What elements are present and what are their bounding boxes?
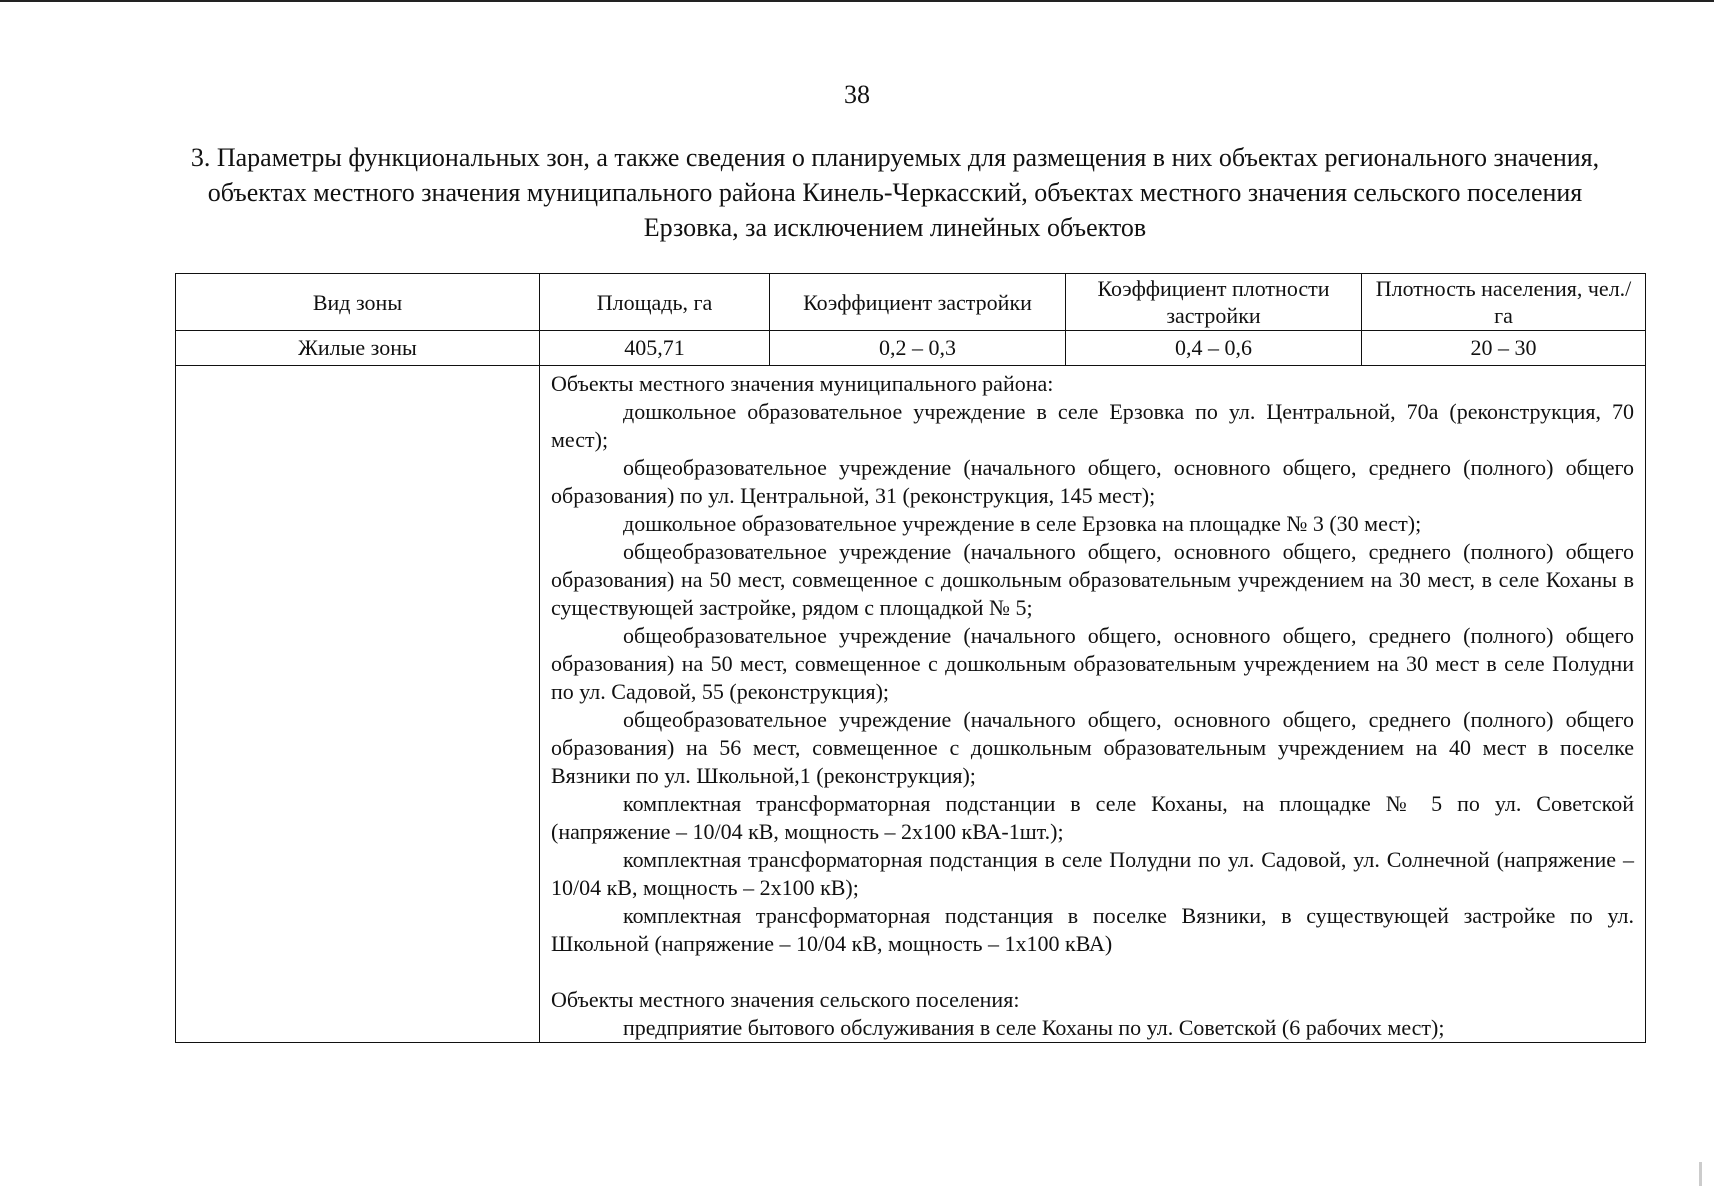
header-building-coefficient: Коэффициент застройки — [770, 274, 1066, 331]
list-item: комплектная трансформаторная подстанция в селе Полудни по ул. Садовой, ул. Солнечной (напряжение – 10/04 кВ, мощность – 2х100 кВ); — [551, 847, 1634, 900]
list-item: комплектная трансформаторная подстанции в селе Коханы, на площадке № 5 по ул. Советской (напряжение – 10/04 кВ, мощность – 2х100 кВА-1шт.); — [551, 791, 1634, 844]
empty-zone-cell — [176, 366, 540, 1043]
list-item: комплектная трансформаторная подстанция в поселке Вязники, в существующей застройке по ул. Школьной (напряжение – 10/04 кВ, мощность – 1х100 кВА) — [551, 903, 1634, 956]
cell-density-coefficient: 0,4 – 0,6 — [1066, 331, 1362, 366]
list-item: общеобразовательное учреждение (начального общего, основного общего, среднего (полного) общего образования) на 50 мест, совмещенное с дошкольным образовательным учреждением на 30 мест в селе Полудни по ул. Садовой, 55 (реконструкция); — [551, 623, 1634, 704]
table-row — [176, 331, 1646, 366]
cell-zone-type: Жилые зоны — [176, 331, 540, 366]
header-population-density: Плотность населения, чел./га — [1362, 274, 1646, 331]
list-item: общеобразовательное учреждение (начального общего, основного общего, среднего (полного) общего образования) на 50 мест, совмещенное с дошкольным образовательным учреждением на 30 мест, в селе Коханы в существующей застройке, рядом с площадкой № 5; — [551, 539, 1634, 620]
spacer — [551, 958, 1634, 986]
list-item: дошкольное образовательное учреждение в селе Ерзовка на площадке № 3 (30 мест); — [623, 511, 1422, 536]
objects-cell — [540, 366, 1646, 1043]
list-item: общеобразовательное учреждение (начального общего, основного общего, среднего (полного) общего образования) на 56 мест, совмещенное с дошкольным образовательным учреждением на 40 мест в поселке Вязники по ул. Школьной,1 (реконструкция); — [551, 707, 1634, 788]
settlement-objects-heading: Объекты местного значения сельского поселения: — [551, 987, 1020, 1012]
cell-population-density: 20 – 30 — [1362, 331, 1646, 366]
header-area: Площадь, га — [540, 274, 770, 331]
zones-table — [175, 273, 1646, 1043]
table-header-row — [176, 274, 1646, 331]
header-zone-type: Вид зоны — [176, 274, 540, 331]
page-number: 38 — [844, 80, 870, 109]
section-title: 3. Параметры функциональных зон, а также сведения о планируемых для размещения в них объектах регионального значения, объектах местного значения муниципального района Кинель-Черкасский, объектах местного значения сельского поселения Ерзовка, за исключением линейных объектов — [190, 143, 1600, 242]
list-item: общеобразовательное учреждение (начального общего, основного общего, среднего (полного) общего образования) по ул. Центральной, 31 (реконструкция, 145 мест); — [551, 455, 1634, 508]
header-density-coefficient: Коэффициент плотности застройки — [1066, 274, 1362, 331]
cell-building-coefficient: 0,2 – 0,3 — [770, 331, 1066, 366]
list-item: дошкольное образовательное учреждение в селе Ерзовка по ул. Центральной, 70а (реконструкция, 70 мест); — [551, 399, 1634, 452]
list-item: предприятие бытового обслуживания в селе Коханы по ул. Советской (6 рабочих мест); — [623, 1015, 1445, 1040]
scan-artifact — [1699, 1162, 1702, 1186]
top-border-line — [0, 0, 1714, 2]
municipal-objects-heading: Объекты местного значения муниципального района: — [551, 371, 1054, 396]
table-row-objects — [176, 366, 1646, 1043]
cell-area: 405,71 — [540, 331, 770, 366]
